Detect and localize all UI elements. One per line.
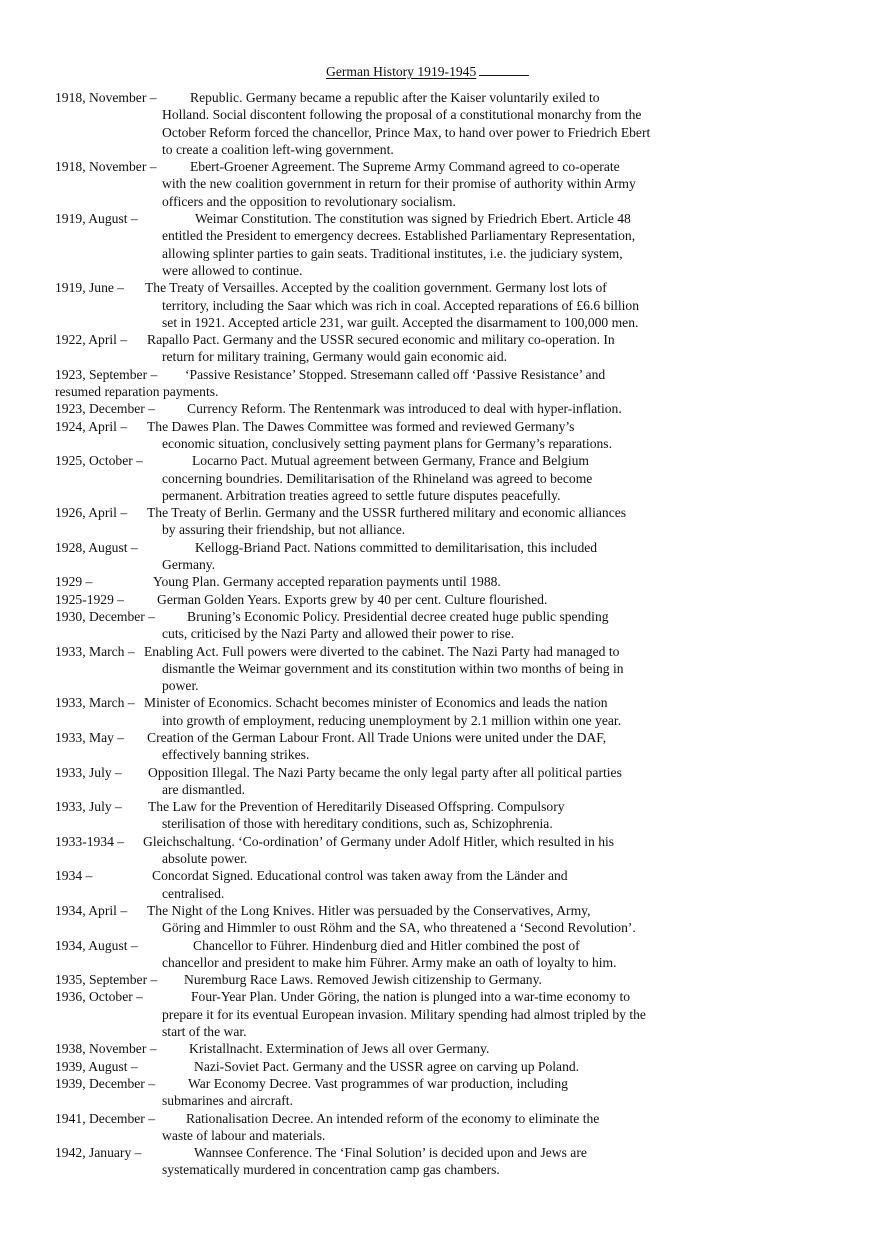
entry-first-line — [55, 366, 715, 383]
entry-date: 1933, July – — [55, 799, 122, 815]
entry-continuation-line: return for military training, Germany would gain economic aid. — [162, 349, 508, 365]
entry-text: Wannsee Conference. The ‘Final Solution’ is decided upon and Jews are — [194, 1145, 587, 1161]
timeline-entry — [55, 504, 715, 539]
entry-text: Weimar Constitution. The constitution was signed by Friedrich Ebert. Article 48 — [195, 211, 631, 227]
entry-continuation-line: sterilisation of those with hereditary conditions, such as, Schizophrenia. — [162, 816, 553, 832]
entry-first-line — [55, 539, 715, 556]
entry-continuation-line: Germany. — [162, 557, 216, 573]
timeline-entry — [55, 937, 715, 972]
entry-date: 1934 – — [55, 868, 93, 884]
entry-continuation-line: Göring and Himmler to oust Röhm and the SA, who threatened a ‘Second Revolution’. — [162, 920, 636, 936]
entry-first-line — [55, 798, 715, 815]
entry-date: 1941, December – — [55, 1110, 156, 1126]
entry-first-line — [55, 937, 715, 954]
entry-date: 1939, August – — [55, 1058, 138, 1074]
entry-first-line — [55, 210, 715, 227]
timeline-entry — [55, 729, 715, 764]
entry-continuation-line: systematically murdered in concentration camp gas chambers. — [162, 1162, 500, 1178]
timeline-entry — [55, 833, 715, 868]
entry-first-line — [55, 573, 715, 590]
timeline-entry — [55, 366, 715, 401]
entry-continuation-line: centralised. — [162, 885, 225, 901]
entry-continuation-line: power. — [162, 678, 199, 694]
entry-first-line — [55, 902, 715, 919]
entry-first-line — [55, 867, 715, 884]
entry-text: Gleichschaltung. ‘Co-ordination’ of Germany under Adolf Hitler, which resulted in his — [143, 833, 615, 849]
entry-first-line — [55, 729, 715, 746]
entry-date: 1935, September – — [55, 972, 158, 988]
timeline-entry — [55, 764, 715, 799]
entry-date: 1933, July – — [55, 764, 122, 780]
entry-continuation-line: dismantle the Weimar government and its constitution within two months of being in — [162, 660, 624, 676]
entry-continuation-line: waste of labour and materials. — [162, 1127, 326, 1143]
entry-date: 1925, October – — [55, 453, 143, 469]
entry-text: The Law for the Prevention of Hereditarily Diseased Offspring. Compulsory — [148, 799, 565, 815]
timeline-entry — [55, 1040, 715, 1057]
entry-continuation-line: cuts, criticised by the Nazi Party and allowed their power to rise. — [162, 626, 515, 642]
entry-date: 1939, December – — [55, 1075, 156, 1091]
entry-text: Four-Year Plan. Under Göring, the nation is plunged into a war-time economy to — [191, 989, 631, 1005]
entry-continuation-line: set in 1921. Accepted article 231, war guilt. Accepted the disarmament to 100,000 men. — [162, 314, 639, 330]
entry-text: War Economy Decree. Vast programmes of war production, including — [188, 1075, 568, 1091]
entry-text: ‘Passive Resistance’ Stopped. Stresemann called off ‘Passive Resistance’ and — [185, 366, 606, 382]
entry-date: 1926, April – — [55, 505, 128, 521]
entry-first-line — [55, 1110, 715, 1127]
entry-continuation-line: allowing splinter parties to gain seats. Traditional institutes, i.e. the judiciary system, — [162, 245, 623, 261]
entry-continuation-line: territory, including the Saar which was rich in coal. Accepted reparations of £6.6 billion — [162, 297, 640, 313]
entry-text: Kristallnacht. Extermination of Jews all over Germany. — [189, 1041, 490, 1057]
entry-date: 1933, March – — [55, 695, 135, 711]
timeline-entry — [55, 591, 715, 608]
timeline-entry — [55, 418, 715, 453]
entry-text: Currency Reform. The Rentenmark was introduced to deal with hyper-inflation. — [187, 401, 622, 417]
entry-text: Locarno Pact. Mutual agreement between Germany, France and Belgium — [192, 453, 589, 469]
entry-first-line — [55, 158, 715, 175]
entry-date: 1918, November – — [55, 159, 157, 175]
timeline-entry — [55, 1110, 715, 1145]
entry-text: Kellogg-Briand Pact. Nations committed to demilitarisation, this included — [195, 539, 598, 555]
entry-text: Rationalisation Decree. An intended reform of the economy to eliminate the — [186, 1110, 600, 1126]
timeline-entry — [55, 971, 715, 988]
timeline-entry — [55, 331, 715, 366]
entry-date: 1929 – — [55, 574, 93, 590]
entry-date: 1923, September – — [55, 366, 158, 382]
entry-first-line — [55, 452, 715, 469]
timeline-entry — [55, 902, 715, 937]
entry-first-line — [55, 1075, 715, 1092]
entry-first-line — [55, 608, 715, 625]
entry-first-line — [55, 694, 715, 711]
entry-first-line — [55, 643, 715, 660]
timeline-entry — [55, 798, 715, 833]
entry-date: 1930, December – — [55, 608, 156, 624]
entry-continuation-line: by assuring their friendship, but not alliance. — [162, 522, 406, 538]
entry-continuation-line: permanent. Arbitration treaties agreed to settle future disputes peacefully. — [162, 487, 561, 503]
page-title: German History 1919-1945 — [326, 64, 529, 80]
timeline-entry — [55, 573, 715, 590]
entry-text: Bruning’s Economic Policy. Presidential decree created huge public spending — [187, 608, 609, 624]
entry-text: German Golden Years. Exports grew by 40 per cent. Culture flourished. — [157, 591, 548, 607]
entry-date: 1933, May – — [55, 729, 125, 745]
entry-continuation-line: with the new coalition government in return for their promise of authority within Army — [162, 176, 636, 192]
entry-first-line — [55, 1058, 715, 1075]
entry-first-line — [55, 418, 715, 435]
entry-continuation-line: economic situation, conclusively setting payment plans for Germany’s reparations. — [162, 435, 612, 451]
timeline-entry — [55, 694, 715, 729]
timeline-entry — [55, 89, 715, 158]
entry-continuation-line: are dismantled. — [162, 781, 246, 797]
entry-date: 1925-1929 – — [55, 591, 125, 607]
entry-first-line — [55, 400, 715, 417]
entry-date: 1934, April – — [55, 902, 128, 918]
timeline-entry — [55, 400, 715, 417]
entry-text: Republic. Germany became a republic after the Kaiser voluntarily exiled to — [190, 90, 600, 105]
entry-continuation-line: resumed reparation payments. — [55, 384, 219, 400]
entry-text: Nazi-Soviet Pact. Germany and the USSR agree on carving up Poland. — [194, 1058, 580, 1074]
entry-date: 1919, August – — [55, 211, 138, 227]
entry-continuation-line: Holland. Social discontent following the proposal of a constitutional monarchy from the — [162, 107, 642, 123]
entry-date: 1933-1934 – — [55, 833, 125, 849]
entry-continuation-line: concerning boundries. Demilitarisation of the Rhineland was agreed to become — [162, 470, 593, 486]
entry-date: 1933, March – — [55, 643, 135, 659]
entry-text: The Treaty of Versailles. Accepted by the coalition government. Germany lost lots of — [145, 280, 607, 296]
entry-first-line — [55, 89, 715, 106]
timeline-entry — [55, 1075, 715, 1110]
entry-date: 1936, October – — [55, 989, 143, 1005]
entry-text: Minister of Economics. Schacht becomes minister of Economics and leads the nation — [144, 695, 608, 711]
entry-date: 1938, November – — [55, 1041, 157, 1057]
timeline-entry — [55, 643, 715, 695]
entry-date: 1923, December – — [55, 401, 156, 417]
entry-first-line — [55, 504, 715, 521]
entry-continuation-line: into growth of employment, reducing unemployment by 2.1 million within one year. — [162, 712, 622, 728]
entry-date: 1919, June – — [55, 280, 125, 296]
entry-text: Ebert-Groener Agreement. The Supreme Army Command agreed to co-operate — [190, 159, 620, 175]
timeline-entry — [55, 1058, 715, 1075]
timeline-entry — [55, 867, 715, 902]
entry-continuation-line: to create a coalition left-wing government. — [162, 141, 394, 157]
entry-continuation-line: submarines and aircraft. — [162, 1093, 293, 1109]
entry-first-line — [55, 591, 715, 608]
entry-continuation-line: entitled the President to emergency decrees. Established Parliamentary Representation, — [162, 228, 636, 244]
entry-text: Nuremburg Race Laws. Removed Jewish citizenship to Germany. — [184, 972, 542, 988]
entry-date: 1924, April – — [55, 418, 128, 434]
entry-date: 1934, August – — [55, 937, 138, 953]
timeline-entry — [55, 608, 715, 643]
entry-text: Young Plan. Germany accepted reparation payments until 1988. — [153, 574, 501, 590]
entry-date: 1922, April – — [55, 332, 128, 348]
entry-first-line — [55, 764, 715, 781]
timeline-entry — [55, 539, 715, 574]
entry-first-line — [55, 331, 715, 348]
entry-date: 1918, November – — [55, 90, 157, 105]
title-underline-trail — [479, 64, 529, 76]
entry-first-line — [55, 1144, 715, 1161]
entry-text: Creation of the German Labour Front. All Trade Unions were united under the DAF, — [147, 729, 607, 745]
entry-date: 1942, January – — [55, 1145, 142, 1161]
entry-continuation-line: prepare it for its eventual European invasion. Military spending had almost tripled by the — [162, 1006, 646, 1022]
entry-first-line — [55, 988, 715, 1005]
entry-continuation-line: were allowed to continue. — [162, 262, 303, 278]
timeline-entries — [55, 89, 715, 1179]
entry-date: 1928, August – — [55, 539, 138, 555]
entry-continuation-line: effectively banning strikes. — [162, 747, 310, 763]
entry-first-line — [55, 971, 715, 988]
entry-continuation-line: absolute power. — [162, 851, 248, 867]
entry-text: The Night of the Long Knives. Hitler was persuaded by the Conservatives, Army, — [147, 902, 591, 918]
entry-first-line — [55, 1040, 715, 1057]
timeline-entry — [55, 988, 715, 1040]
entry-continuation-line: chancellor and president to make him Führer. Army make an oath of loyalty to him. — [162, 954, 617, 970]
timeline-entry — [55, 279, 715, 331]
entry-continuation-line: October Reform forced the chancellor, Prince Max, to hand over power to Friedrich Ebert — [162, 124, 651, 140]
timeline-entry — [55, 452, 715, 504]
timeline-entry — [55, 158, 715, 210]
timeline-entry — [55, 210, 715, 279]
entry-text: Chancellor to Führer. Hindenburg died and Hitler combined the post of — [193, 937, 580, 953]
entry-first-line — [55, 279, 715, 296]
entry-text: Opposition Illegal. The Nazi Party became the only legal party after all political parties — [148, 764, 622, 780]
entry-text: Rapallo Pact. Germany and the USSR secured economic and military co-operation. In — [147, 332, 615, 348]
entry-first-line — [55, 833, 715, 850]
timeline-entry — [55, 1144, 715, 1179]
entry-continuation-line: start of the war. — [162, 1024, 247, 1040]
entry-text: Enabling Act. Full powers were diverted to the cabinet. The Nazi Party had managed to — [144, 643, 620, 659]
entry-continuation-line: officers and the opposition to revolutionary socialism. — [162, 193, 456, 209]
entry-text: The Dawes Plan. The Dawes Committee was formed and reviewed Germany’s — [147, 418, 575, 434]
entry-text: The Treaty of Berlin. Germany and the USSR furthered military and economic alliances — [147, 505, 627, 521]
entry-text: Concordat Signed. Educational control was taken away from the Länder and — [152, 868, 568, 884]
